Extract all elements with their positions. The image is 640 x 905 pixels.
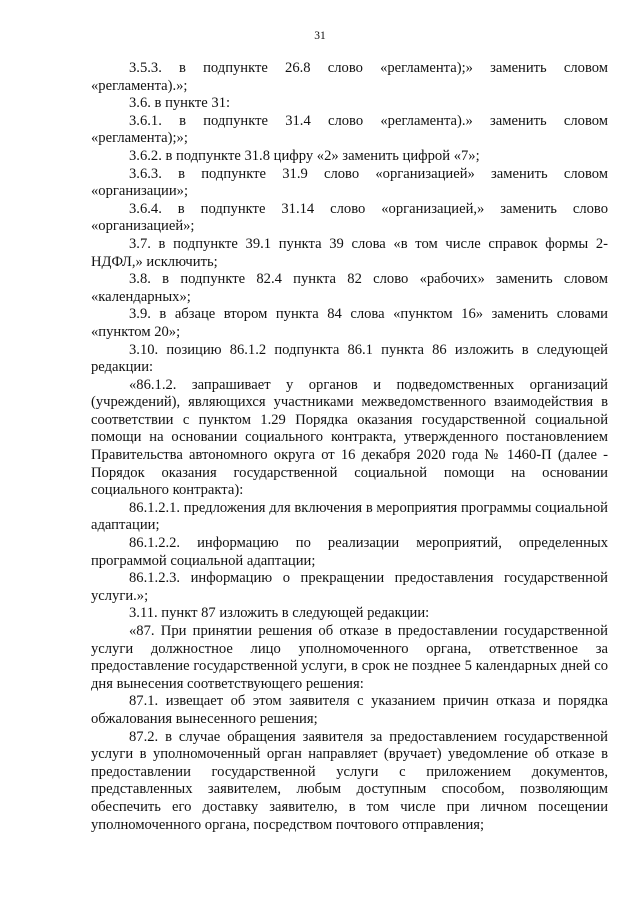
paragraph: 3.5.3. в подпункте 26.8 слово «регламента);» заменить словом «регламента).»; <box>91 60 608 94</box>
paragraph: 3.6.1. в подпункте 31.4 слово «регламента).» заменить словом «регламента);»; <box>91 112 608 147</box>
paragraph: 86.1.2.3. информацию о прекращении предоставления государственной услуги.»; <box>91 570 608 604</box>
document-body <box>91 60 608 834</box>
paragraph: 3.7. в подпункте 39.1 пункта 39 слова «в том числе справок формы 2-НДФЛ,» исключить; <box>91 235 608 270</box>
paragraph: 3.10. позицию 86.1.2 подпункта 86.1 пункта 86 изложить в следующей редакции: <box>91 341 608 376</box>
paragraph: 86.1.2.1. предложения для включения в мероприятия программы социальной адаптации; <box>91 499 608 534</box>
paragraph: 87.1. извещает об этом заявителя с указанием причин отказа и порядка обжалования вынесенного решения; <box>91 693 608 727</box>
paragraph: «87. При принятии решения об отказе в предоставлении государственной услуги должностное лицо уполномоченного органа, ответственное за предоставление государственной услуги, в срок не позднее 5 календарных дней со дня вынесения соответствующего решения: <box>91 623 608 692</box>
paragraph: 3.6.4. в подпункте 31.14 слово «организацией,» заменить слово «организацией»; <box>91 200 608 235</box>
paragraph: 3.11. пункт 87 изложить в следующей редакции: <box>129 605 430 622</box>
paragraph: 3.6.2. в подпункте 31.8 цифру «2» заменить цифрой «7»; <box>129 147 480 164</box>
paragraph: 86.1.2.2. информацию по реализации мероприятий, определенных программой социальной адаптации; <box>91 535 608 569</box>
paragraph: 3.6.3. в подпункте 31.9 слово «организацией» заменить словом «организации»; <box>91 165 608 200</box>
page-number: 31 <box>314 30 326 42</box>
paragraph: 3.8. в подпункте 82.4 пункта 82 слово «рабочих» заменить словом «календарных»; <box>91 271 608 305</box>
paragraph: 3.6. в пункте 31: <box>129 95 231 112</box>
paragraph: 3.9. в абзаце втором пункта 84 слова «пунктом 16» заменить словами «пунктом 20»; <box>91 306 608 340</box>
paragraph: «86.1.2. запрашивает у органов и подведомственных организаций (учреждений), являющихся участниками межведомственного взаимодействия в соответствии с пунктом 1.29 Порядка оказания государственной социальной помощи на основании социального контракта, утвержденного постановлением Правительства автономного округа от 16 декабря 2020 года № 1460-П (далее - Порядок оказания государственной социальной помощи на основании социального контракта): <box>91 376 608 499</box>
paragraph: 87.2. в случае обращения заявителя за предоставлением государственной услуги в уполномоченный орган направляет (вручает) уведомление об отказе в предоставлении государственной услуги с приложением документов, представленных заявителем, любым доступным способом, позволяющим обеспечить его доставку заявителю, в том числе при личном посещении уполномоченного органа, посредством почтового отправления; <box>91 728 608 833</box>
